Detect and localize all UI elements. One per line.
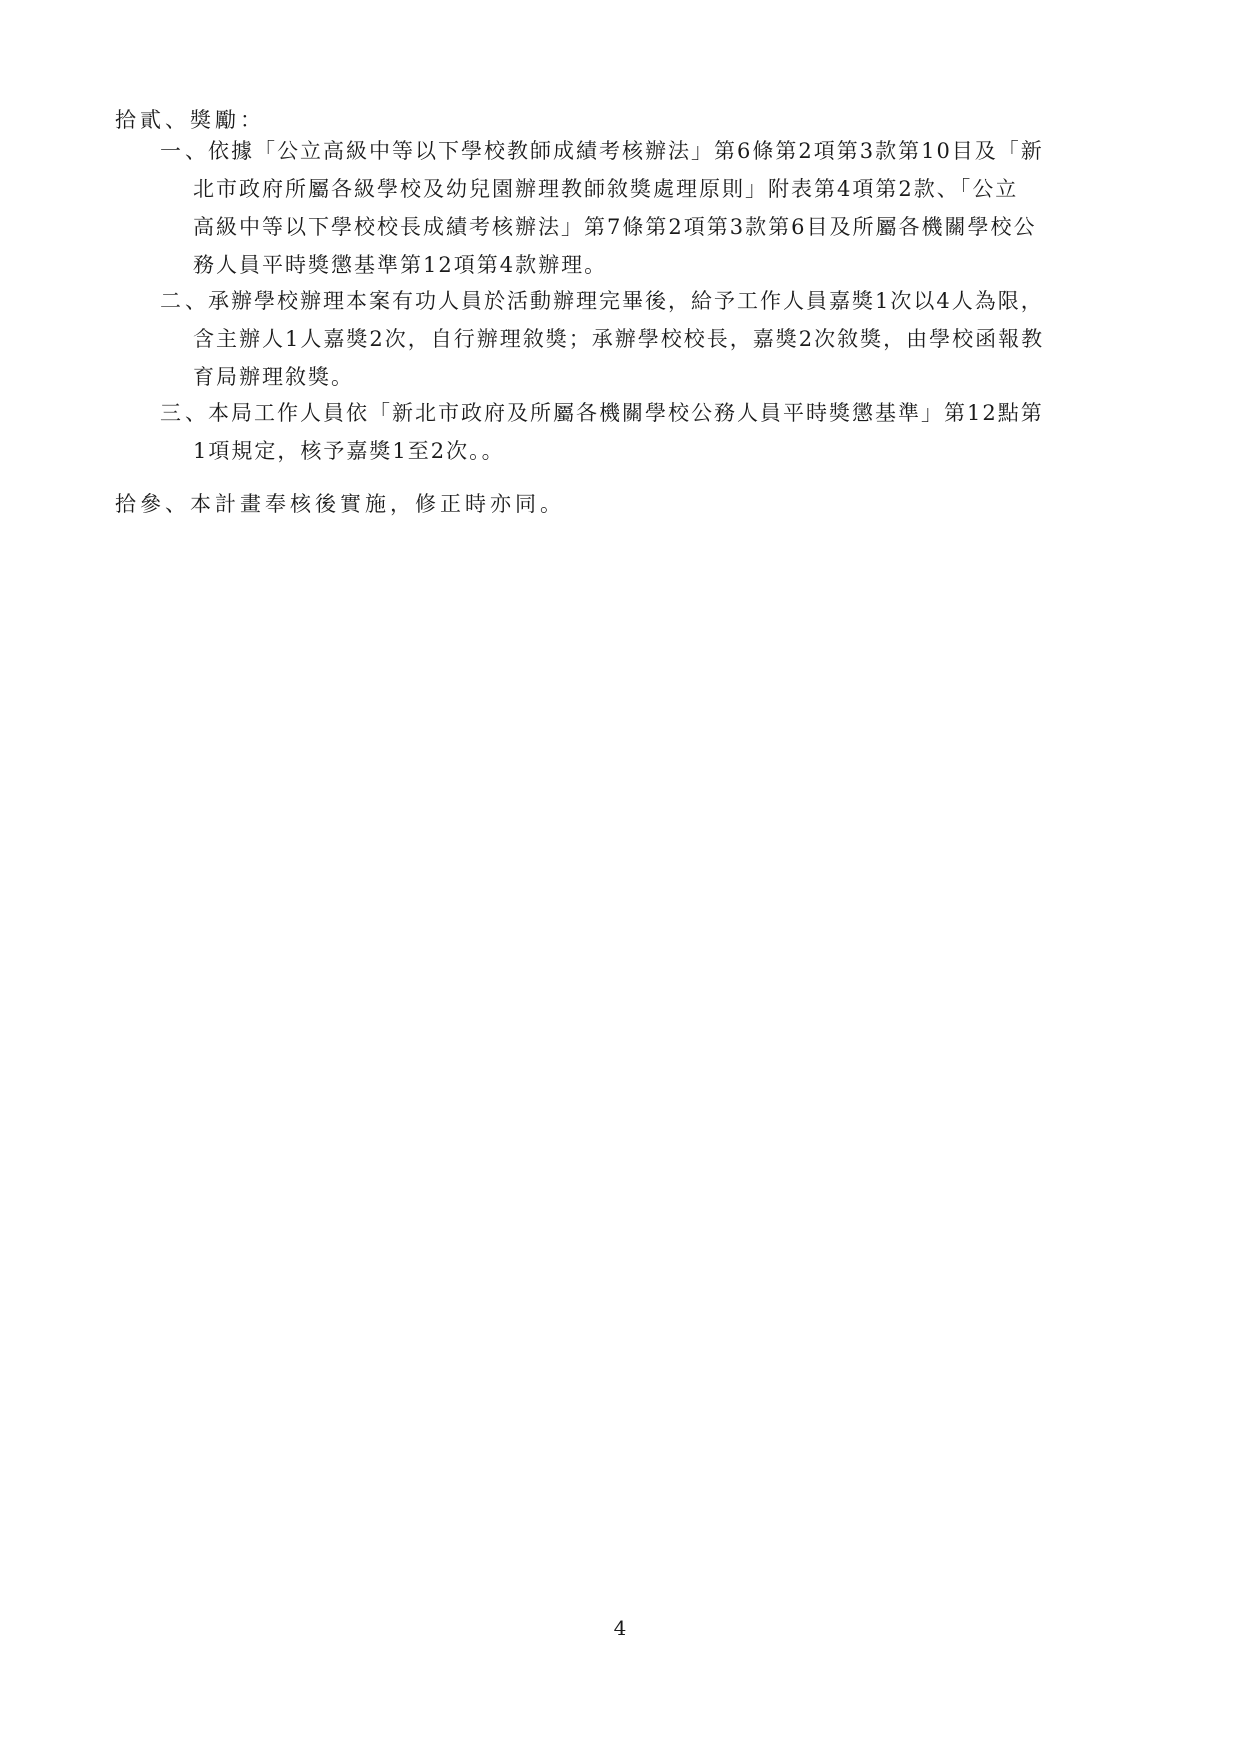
item-line: 承辦學校辦理本案有功人員於活動辦理完畢後，給予工作人員嘉獎1次以4人為限， — [208, 289, 1044, 313]
item-line: 高級中等以下學校校長成績考核辦法」第7條第2項第3款第6目及所屬各機關學校公 — [193, 215, 1037, 239]
item-line: 依據「公立高級中等以下學校教師成績考核辦法」第6條第2項第3款第10目及「新 — [208, 139, 1044, 163]
item-marker: 一、 — [160, 139, 210, 163]
item-line: 1項規定，核予嘉獎1至2次。。 — [193, 439, 505, 463]
section-heading-12: 拾貳、獎勵： — [115, 108, 265, 132]
item-line: 含主辦人1人嘉獎2次，自行辦理敘獎；承辦學校校長，嘉獎2次敘獎，由學校函報教 — [193, 327, 1045, 351]
item-line: 育局辦理敘獎。 — [193, 365, 354, 389]
item-line: 北市政府所屬各級學校及幼兒園辦理教師敘獎處理原則」附表第4項第2款、「公立 — [193, 177, 1019, 201]
section-heading-13: 拾參、本計畫奉核後實施，修正時亦同。 — [115, 492, 565, 516]
page-number: 4 — [613, 1616, 627, 1640]
item-body — [160, 282, 1110, 396]
item-line: 務人員平時獎懲基準第12項第4款辦理。 — [193, 253, 608, 277]
item-body — [160, 394, 1110, 470]
item-line: 本局工作人員依「新北市政府及所屬各機關學校公務人員平時獎懲基準」第12點第 — [208, 401, 1044, 425]
item-marker: 三、 — [160, 401, 210, 425]
item-body — [160, 132, 1110, 284]
item-marker: 二、 — [160, 289, 210, 313]
